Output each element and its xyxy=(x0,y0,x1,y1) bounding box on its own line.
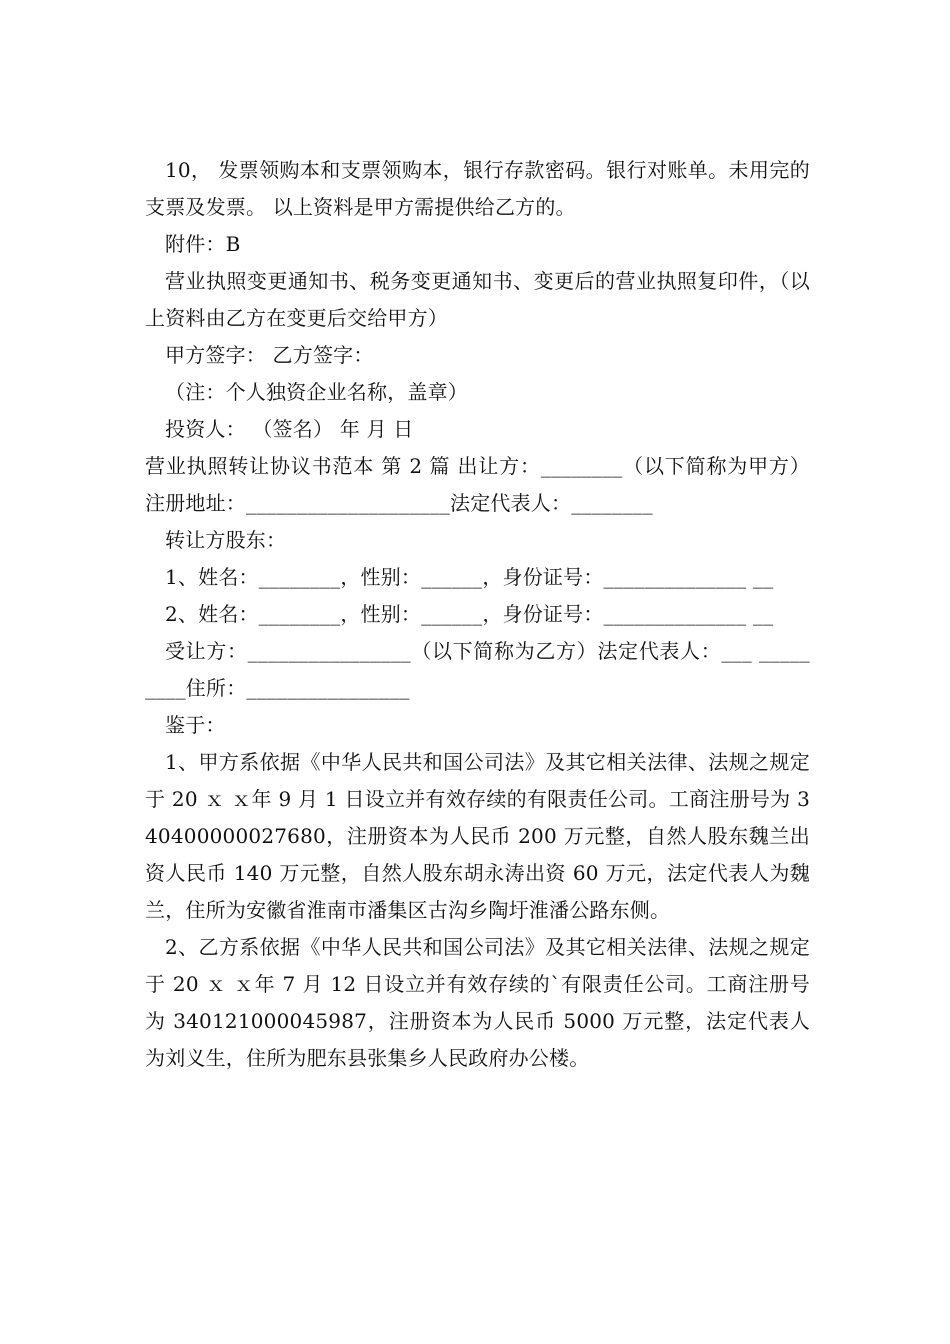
paragraph-transferor-shareholders: 转让方股东： xyxy=(165,528,287,552)
paragraph-investor-date: 投资人： （签名） 年 月 日 xyxy=(165,417,414,441)
paragraph-template-title-transferor: 营业执照转让协议书范本 第 2 篇 出让方：________（以下简称为甲方）注册地址：____________________法定代表人：________ xyxy=(145,454,810,515)
paragraph-attachment-b: 附件：B xyxy=(165,232,241,256)
paragraph-invoice-items: 10， 发票领购本和支票领购本，银行存款密码。银行对账单。未用完的支票及发票。 以上资料是甲方需提供给乙方的。 xyxy=(145,158,810,219)
paragraph-note-seal: （注：个人独资企业名称，盖章） xyxy=(165,380,468,404)
paragraph-transferee: 受让方：________________（以下简称为乙方）法定代表人：___ _________住所：________________ xyxy=(145,639,810,700)
paragraph-party-b-description: 2、乙方系依据《中华人民共和国公司法》及其它相关法律、法规之规定于 20 ｘ ｘ年 7 月 12 日设立并有效存续的`有限责任公司。工商注册号为 340121000045987，注册资本为人民币 5000 万元整，法定代表人为刘义生，住所为肥东县张集乡人民政府办公楼。 xyxy=(145,935,810,1070)
paragraph-party-a-description: 1、甲方系依据《中华人民共和国公司法》及其它相关法律、法规之规定于 20 ｘ ｘ年 9 月 1 日设立并有效存续的有限责任公司。工商注册号为 340400000027680，注册资本为人民币 200 万元整，自然人股东魏兰出资人民币 140 万元整，自然人股东胡永涛出资 60 万元，法定代表人为魏兰，住所为安徽省淮南市潘集区古沟乡陶圩淮潘公路东侧。 xyxy=(145,750,810,922)
document-body xyxy=(145,152,810,1077)
paragraph-shareholder-2: 2、姓名：________，性别：______，身份证号：______________ __ xyxy=(165,602,774,626)
paragraph-whereas: 鉴于： xyxy=(165,713,226,737)
paragraph-signatures: 甲方签字： 乙方签字： xyxy=(165,343,374,367)
paragraph-license-change-docs: 营业执照变更通知书、税务变更通知书、变更后的营业执照复印件，（以上资料由乙方在变更后交给甲方） xyxy=(145,269,810,330)
paragraph-shareholder-1: 1、姓名：________，性别：______，身份证号：______________ __ xyxy=(165,565,774,589)
